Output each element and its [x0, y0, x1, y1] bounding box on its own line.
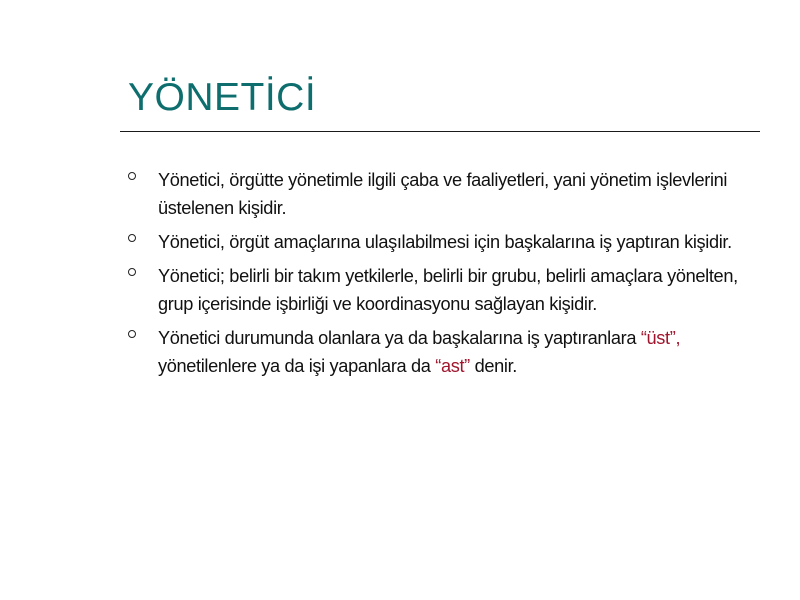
bullet-item [128, 166, 760, 222]
circle-bullet-icon [128, 172, 136, 180]
bullet-item [128, 324, 760, 380]
bullet-list [128, 166, 760, 386]
slide-title: YÖNETİCİ [128, 76, 317, 119]
bullet-item [128, 262, 760, 318]
bullet-text-part: Yönetici durumunda olanlara ya da başkalarına iş yaptıranlara [158, 328, 641, 348]
bullet-text: Yönetici; belirli bir takım yetkilerle, belirli bir grubu, belirli amaçlara yönelten, grup içerisinde işbirliği ve koordinasyonu sağlayan kişidir. [158, 266, 738, 314]
term-ust: “üst”, [640, 328, 681, 348]
circle-bullet-icon [128, 330, 136, 338]
bullet-text: Yönetici, örgütte yönetimle ilgili çaba ve faaliyetleri, yani yönetim işlevlerini üstelenen kişidir. [158, 170, 728, 218]
bullet-text-part: yönetilenlere ya da işi yapanlara da [158, 356, 436, 376]
bullet-text-part: denir. [469, 356, 517, 376]
bullet-text: Yönetici, örgüt amaçlarına ulaşılabilmesi için başkalarına iş yaptıran kişidir. [158, 232, 732, 252]
bullet-text [158, 324, 760, 380]
circle-bullet-icon [128, 234, 136, 242]
bullet-item [128, 228, 760, 256]
title-divider [120, 131, 760, 132]
term-ast: “ast” [435, 356, 470, 376]
circle-bullet-icon [128, 268, 136, 276]
